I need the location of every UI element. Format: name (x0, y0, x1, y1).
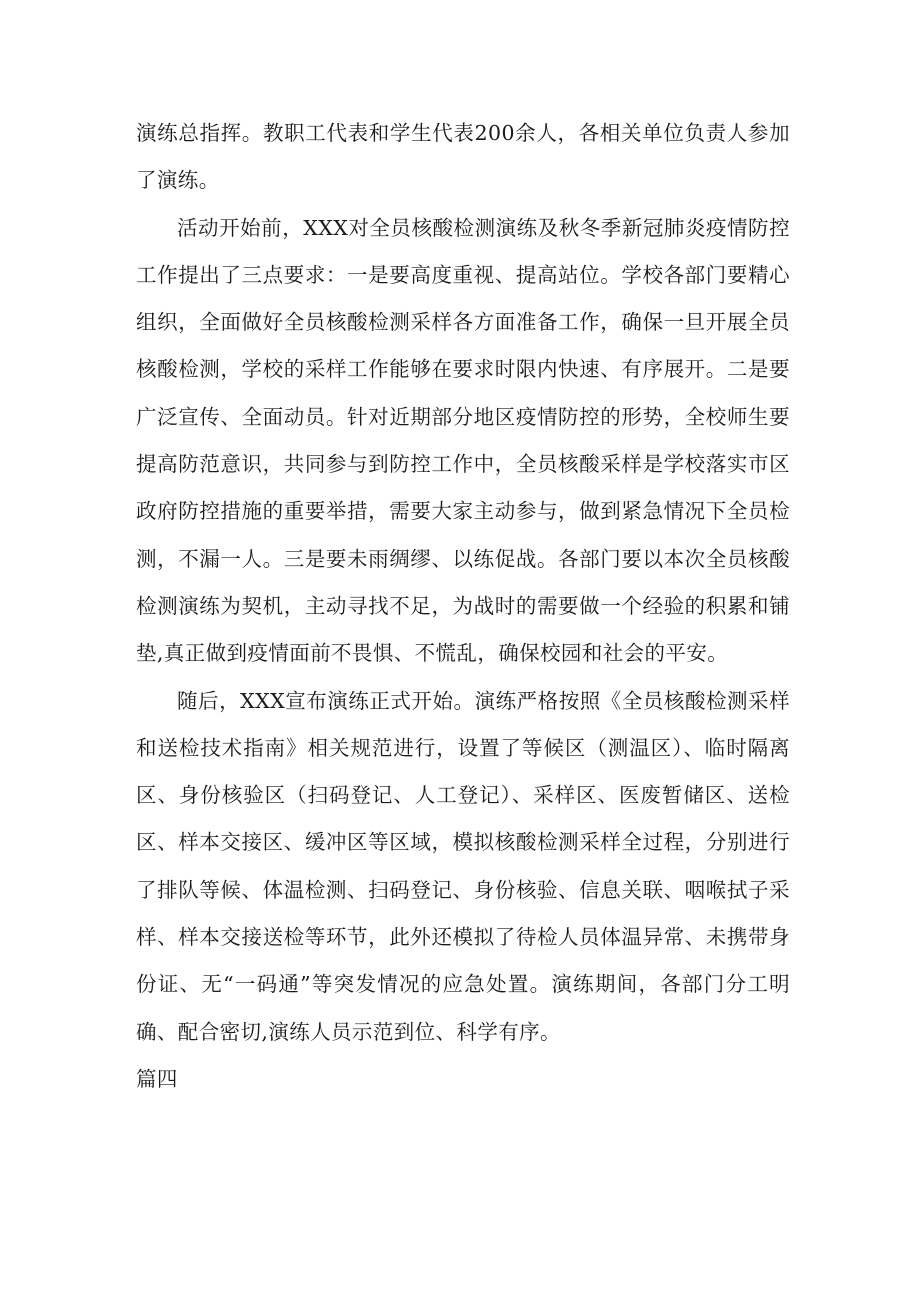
paragraph-2: 活动开始前，XXX对全员核酸检测演练及秋冬季新冠肺炎疫情防控工作提出了三点要求：一是要高度重视、提高站位。学校各部门要精心组织，全面做好全员核酸检测采样各方面准备工作，确保一旦开展全员核酸检测，学校的采样工作能够在要求时限内快速、有序展开。二是要广泛宣传、全面动员。针对近期部分地区疫情防控的形势，全校师生要提高防范意识，共同参与到防控工作中，全员核酸采样是学校落实市区政府防控措施的重要举措，需要大家主动参与，做到紧急情况下全员检测，不漏一人。三是要未雨绸缪、以练促战。各部门要以本次全员核酸检测演练为契机，主动寻找不足，为战时的需要做一个经验的积累和铺垫,真正做到疫情面前不畏惧、不慌乱，确保校园和社会的平安。 (136, 215, 790, 666)
document-body (136, 110, 790, 1103)
section-heading: 篇四 (136, 1066, 178, 1091)
paragraph-3: 随后，XXX宣布演练正式开始。演练严格按照《全员核酸检测采样和送检技术指南》相关规范进行，设置了等候区（测温区）、临时隔离区、身份核验区（扫码登记、人工登记）、采样区、医废暂储区、送检区、样本交接区、缓冲区等区域，模拟核酸检测采样全过程，分别进行了排队等候、体温检测、扫码登记、身份核验、信息关联、咽喉拭子采样、样本交接送检等环节，此外还模拟了待检人员体温异常、未携带身份证、无“一码通”等突发情况的应急处置。演练期间，各部门分工明确、配合密切,演练人员示范到位、科学有序。 (136, 688, 790, 1044)
paragraph-1: 演练总指挥。教职工代表和学生代表200余人，各相关单位负责人参加了演练。 (136, 121, 790, 193)
